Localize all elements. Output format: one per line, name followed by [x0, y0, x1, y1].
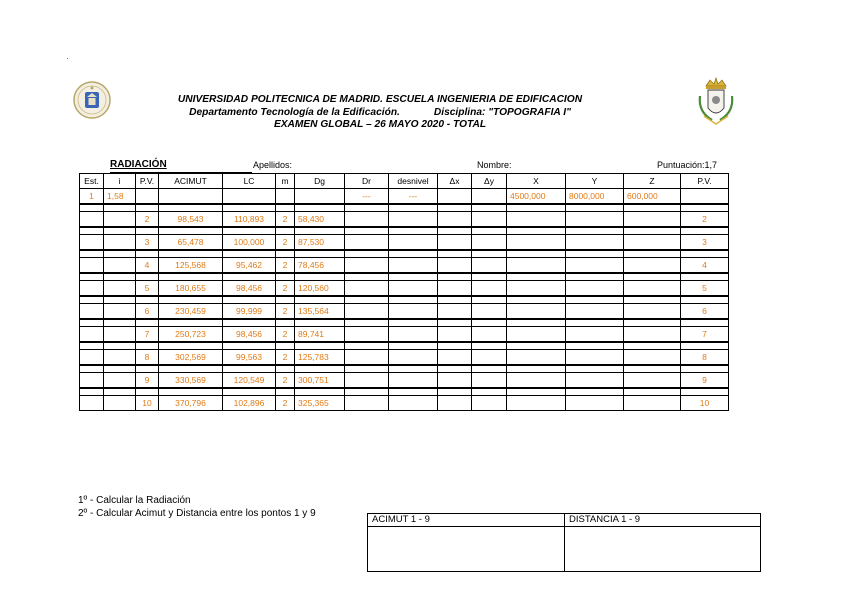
table-row	[80, 396, 729, 411]
cell-m: 2	[276, 327, 295, 343]
section-title: RADIACIÓN	[110, 159, 167, 170]
table-row	[80, 258, 729, 274]
col-z: Z	[624, 174, 681, 189]
col-dy: Δy	[472, 174, 507, 189]
spacer-row	[80, 250, 729, 258]
cell-acimut: 125,568	[159, 258, 223, 274]
col-i: i	[104, 174, 136, 189]
cell-pv2: 6	[681, 304, 729, 320]
cell-pv: 2	[136, 212, 159, 228]
cell-dg: 325,365	[295, 396, 345, 411]
table-row	[80, 304, 729, 320]
col-y: Y	[566, 174, 624, 189]
result-acimut-label: ACIMUT 1 - 9	[368, 514, 565, 527]
cell-dg: 89,741	[295, 327, 345, 343]
cell-acimut: 65,478	[159, 235, 223, 251]
col-pv: P.V.	[136, 174, 159, 189]
result-table	[367, 513, 761, 572]
header-university: UNIVERSIDAD POLITECNICA DE MADRID. ESCUELA INGENIERIA DE EDIFICACION	[177, 94, 583, 105]
cell-acimut: 230,459	[159, 304, 223, 320]
station-i: 1,58	[104, 189, 136, 205]
spacer-row	[80, 296, 729, 304]
station-est: 1	[80, 189, 104, 205]
col-dr: Dr	[345, 174, 389, 189]
cell-lc: 99,563	[223, 350, 276, 366]
cell-pv: 4	[136, 258, 159, 274]
spacer-row	[80, 342, 729, 350]
instruction-1: 1º - Calcular la Radiación	[78, 495, 191, 506]
table-row	[80, 212, 729, 228]
header-discipline: Disciplina: "TOPOGRAFIA I"	[433, 106, 571, 118]
col-x: X	[507, 174, 566, 189]
cell-lc: 98,456	[223, 327, 276, 343]
radiation-table	[79, 173, 729, 411]
cell-pv: 7	[136, 327, 159, 343]
station-x: 4500,000	[507, 189, 566, 205]
cell-lc: 99,999	[223, 304, 276, 320]
cell-m: 2	[276, 281, 295, 297]
station-z: 600,000	[624, 189, 681, 205]
cell-lc: 120,549	[223, 373, 276, 389]
cell-pv2: 5	[681, 281, 729, 297]
university-seal-logo	[72, 80, 112, 120]
table-row	[80, 373, 729, 389]
station-desnivel: ---	[389, 189, 438, 205]
cell-dg: 58,430	[295, 212, 345, 228]
table-row	[80, 281, 729, 297]
result-acimut-value[interactable]	[368, 527, 565, 572]
col-desnivel: desnivel	[389, 174, 438, 189]
cell-acimut: 98,543	[159, 212, 223, 228]
table-row	[80, 235, 729, 251]
cell-m: 2	[276, 235, 295, 251]
col-dx: Δx	[438, 174, 472, 189]
cell-pv: 3	[136, 235, 159, 251]
cell-pv: 8	[136, 350, 159, 366]
spacer-row	[80, 365, 729, 373]
result-distancia-label: DISTANCIA 1 - 9	[565, 514, 761, 527]
cell-pv2: 8	[681, 350, 729, 366]
school-crest-logo	[694, 76, 738, 128]
station-row	[80, 189, 729, 205]
station-y: 8000,000	[566, 189, 624, 205]
cell-acimut: 330,569	[159, 373, 223, 389]
cell-pv2: 9	[681, 373, 729, 389]
col-pv-2: P.V.	[681, 174, 729, 189]
cell-dg: 78,456	[295, 258, 345, 274]
document-header	[120, 94, 640, 132]
apellidos-label: Apellidos:	[253, 160, 293, 170]
cell-pv: 9	[136, 373, 159, 389]
instruction-2: 2º - Calcular Acimut y Distancia entre los pontos 1 y 9	[78, 508, 316, 519]
cell-acimut: 250,723	[159, 327, 223, 343]
stray-dot	[67, 58, 68, 59]
cell-dg: 120,560	[295, 281, 345, 297]
spacer-row	[80, 227, 729, 235]
header-department: Departamento Tecnología de la Edificación.	[189, 106, 400, 118]
col-m: m	[276, 174, 295, 189]
cell-dg: 135,564	[295, 304, 345, 320]
spacer-row	[80, 388, 729, 396]
puntuacion-label: Puntuación:1,7	[657, 160, 718, 170]
cell-acimut: 370,796	[159, 396, 223, 411]
station-dr: ---	[345, 189, 389, 205]
cell-m: 2	[276, 304, 295, 320]
cell-pv2: 2	[681, 212, 729, 228]
cell-lc: 110,893	[223, 212, 276, 228]
instructions	[78, 494, 316, 520]
cell-pv2: 3	[681, 235, 729, 251]
col-acimut: ACIMUT	[159, 174, 223, 189]
cell-pv2: 10	[681, 396, 729, 411]
cell-acimut: 302,569	[159, 350, 223, 366]
cell-pv: 5	[136, 281, 159, 297]
cell-dg: 87,530	[295, 235, 345, 251]
cell-pv: 10	[136, 396, 159, 411]
cell-pv2: 4	[681, 258, 729, 274]
header-department-line	[120, 107, 640, 120]
spacer-row	[80, 319, 729, 327]
table-row	[80, 327, 729, 343]
cell-dg: 300,751	[295, 373, 345, 389]
cell-m: 2	[276, 212, 295, 228]
cell-pv: 6	[136, 304, 159, 320]
table-row	[80, 350, 729, 366]
table-header-row	[80, 174, 729, 189]
result-distancia-value[interactable]	[565, 527, 761, 572]
cell-lc: 98,456	[223, 281, 276, 297]
header-exam: EXAMEN GLOBAL – 26 MAYO 2020 - TOTAL	[273, 119, 487, 130]
spacer-row	[80, 273, 729, 281]
cell-m: 2	[276, 396, 295, 411]
cell-lc: 100,000	[223, 235, 276, 251]
spacer-row	[80, 204, 729, 212]
cell-m: 2	[276, 258, 295, 274]
col-lc: LC	[223, 174, 276, 189]
cell-dg: 125,783	[295, 350, 345, 366]
nombre-label: Nombre:	[477, 160, 512, 170]
col-dg: Dg	[295, 174, 345, 189]
cell-m: 2	[276, 373, 295, 389]
col-est: Est.	[80, 174, 104, 189]
cell-lc: 95,462	[223, 258, 276, 274]
cell-lc: 102,896	[223, 396, 276, 411]
cell-pv2: 7	[681, 327, 729, 343]
cell-acimut: 180,655	[159, 281, 223, 297]
cell-m: 2	[276, 350, 295, 366]
